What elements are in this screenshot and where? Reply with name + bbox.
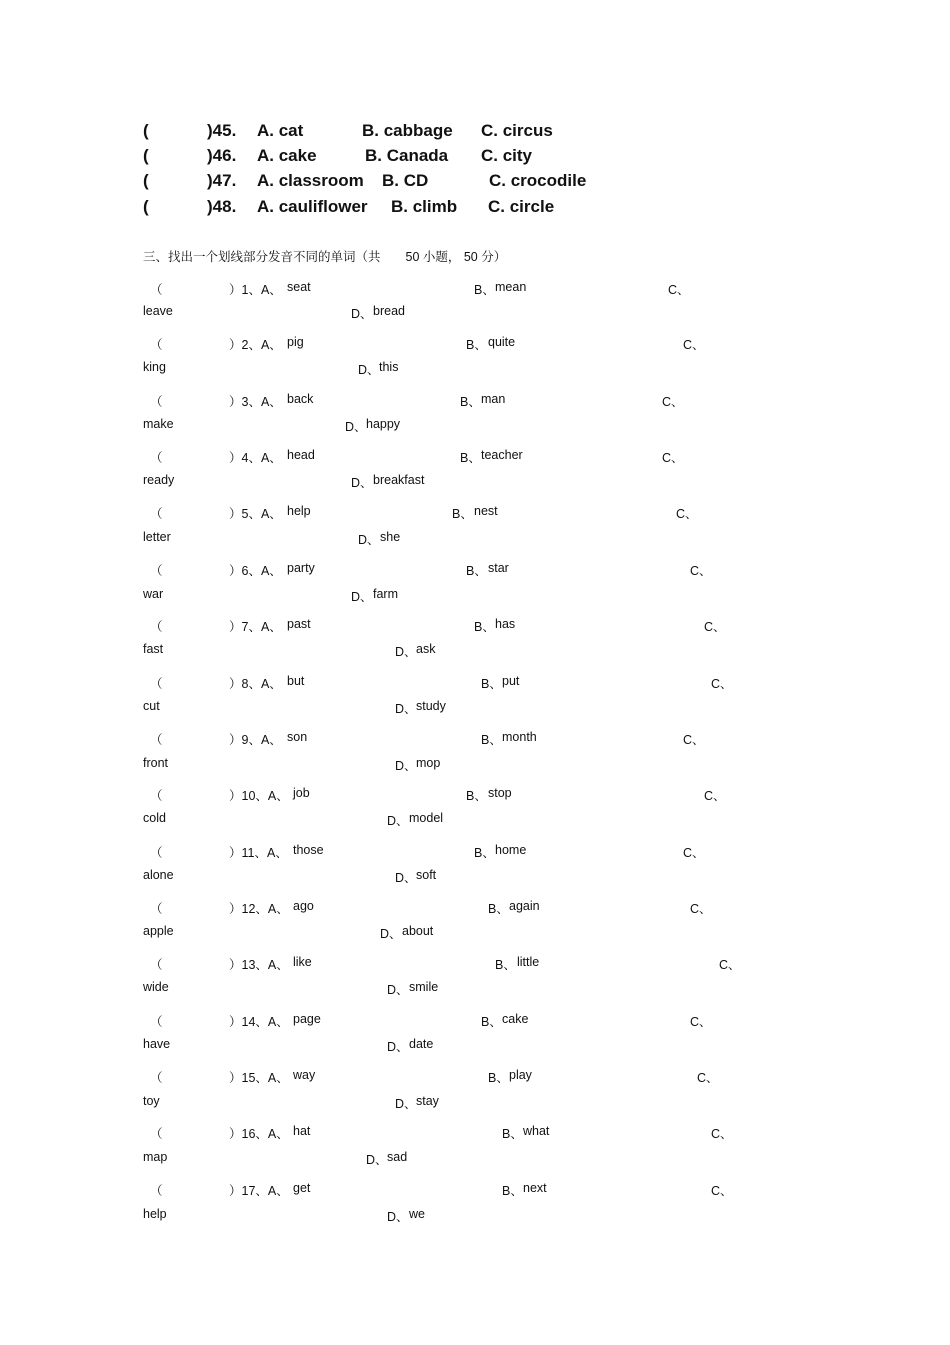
question-number: ）12、A、 bbox=[229, 902, 289, 916]
option-d: we bbox=[409, 1207, 425, 1221]
option-a: head bbox=[287, 448, 315, 462]
answer-paren: ( bbox=[143, 121, 149, 140]
option-d: happy bbox=[366, 417, 401, 431]
option-a: son bbox=[287, 730, 308, 744]
option-c: wide bbox=[143, 980, 169, 994]
option-b-label: B、 bbox=[466, 338, 487, 352]
option-d-label: D、 bbox=[387, 983, 409, 997]
option-c: cut bbox=[143, 699, 160, 713]
answer-paren: （ bbox=[150, 507, 163, 521]
option-d-label: D、 bbox=[380, 927, 402, 941]
question-number: ）15、A、 bbox=[229, 1071, 289, 1085]
option-c-label: C、 bbox=[704, 620, 726, 634]
option-a: back bbox=[287, 392, 314, 406]
option-a: A. cat bbox=[257, 121, 304, 140]
option-b: put bbox=[502, 674, 520, 688]
option-c: have bbox=[143, 1037, 171, 1051]
option-b: stop bbox=[488, 786, 512, 800]
option-b-label: B、 bbox=[452, 507, 473, 521]
answer-paren: （ bbox=[150, 1015, 163, 1029]
option-d: farm bbox=[373, 587, 398, 601]
question-number: ）7、A、 bbox=[229, 620, 282, 634]
option-a: A. cauliflower bbox=[257, 197, 368, 216]
option-a: ago bbox=[293, 899, 314, 913]
option-d-label: D、 bbox=[345, 420, 367, 434]
answer-paren: （ bbox=[150, 564, 163, 578]
option-c-label: C、 bbox=[676, 507, 698, 521]
option-c-label: C、 bbox=[662, 395, 684, 409]
question-number: ）14、A、 bbox=[229, 1015, 289, 1029]
answer-paren: （ bbox=[150, 789, 163, 803]
option-d-label: D、 bbox=[387, 1210, 409, 1224]
option-b: next bbox=[523, 1181, 547, 1195]
option-d: stay bbox=[416, 1094, 439, 1108]
option-d-label: D、 bbox=[351, 590, 373, 604]
answer-paren: （ bbox=[150, 902, 163, 916]
option-b-label: B、 bbox=[474, 620, 495, 634]
option-d-label: D、 bbox=[395, 759, 417, 773]
option-d: she bbox=[380, 530, 401, 544]
option-c: leave bbox=[143, 304, 173, 318]
option-c: alone bbox=[143, 868, 174, 882]
option-b-label: B、 bbox=[481, 733, 502, 747]
option-c: letter bbox=[143, 530, 171, 544]
answer-paren: （ bbox=[150, 1184, 163, 1198]
option-c: ready bbox=[143, 473, 175, 487]
option-b: quite bbox=[488, 335, 516, 349]
option-b-label: B、 bbox=[502, 1184, 523, 1198]
option-c-label: C、 bbox=[683, 338, 705, 352]
option-b-label: B、 bbox=[474, 846, 495, 860]
option-b: month bbox=[502, 730, 537, 744]
option-b: little bbox=[517, 955, 540, 969]
option-b-label: B、 bbox=[502, 1127, 523, 1141]
answer-paren: ( bbox=[143, 197, 149, 216]
option-d: soft bbox=[416, 868, 437, 882]
option-d: breakfast bbox=[373, 473, 425, 487]
question-number: ）2、A、 bbox=[229, 338, 282, 352]
question-number: ）1、A、 bbox=[229, 283, 282, 297]
answer-paren: （ bbox=[150, 451, 163, 465]
option-b: man bbox=[481, 392, 506, 406]
answer-paren: （ bbox=[150, 733, 163, 747]
option-d: date bbox=[409, 1037, 434, 1051]
option-c: C. circus bbox=[481, 121, 553, 140]
option-d: sad bbox=[387, 1150, 408, 1164]
option-d-label: D、 bbox=[351, 307, 373, 321]
question-number: ）10、A、 bbox=[229, 789, 289, 803]
option-b: B. Canada bbox=[365, 146, 449, 165]
answer-paren: （ bbox=[150, 620, 163, 634]
option-a: get bbox=[293, 1181, 311, 1195]
answer-paren: （ bbox=[150, 1127, 163, 1141]
option-d: smile bbox=[409, 980, 439, 994]
option-d-label: D、 bbox=[366, 1153, 388, 1167]
option-b-label: B、 bbox=[460, 451, 481, 465]
answer-paren: （ bbox=[150, 1071, 163, 1085]
option-c: fast bbox=[143, 642, 164, 656]
question-number: ）16、A、 bbox=[229, 1127, 289, 1141]
option-b: has bbox=[495, 617, 516, 631]
question-number: ）17、A、 bbox=[229, 1184, 289, 1198]
option-c-label: C、 bbox=[690, 1015, 712, 1029]
question-number: )45. bbox=[207, 121, 237, 140]
option-c: cold bbox=[143, 811, 166, 825]
option-c: king bbox=[143, 360, 166, 374]
option-a: hat bbox=[293, 1124, 311, 1138]
option-a: party bbox=[287, 561, 315, 575]
option-c-label: C、 bbox=[690, 902, 712, 916]
option-b-label: B、 bbox=[474, 283, 495, 297]
option-c-label: C、 bbox=[704, 789, 726, 803]
option-a: way bbox=[293, 1068, 316, 1082]
answer-paren: （ bbox=[150, 846, 163, 860]
question-number: )47. bbox=[207, 171, 237, 190]
answer-paren: （ bbox=[150, 395, 163, 409]
option-b: B. CD bbox=[382, 171, 429, 190]
question-number: ）4、A、 bbox=[229, 451, 282, 465]
option-d-label: D、 bbox=[395, 645, 417, 659]
option-c-label: C、 bbox=[697, 1071, 719, 1085]
question-number: )46. bbox=[207, 146, 237, 165]
option-a: but bbox=[287, 674, 305, 688]
option-b-label: B、 bbox=[481, 1015, 502, 1029]
option-c-label: C、 bbox=[711, 1127, 733, 1141]
section-title: 三、找出一个划线部分发音不同的单词（共 50 小题， 50 分） bbox=[143, 250, 507, 264]
option-b: again bbox=[509, 899, 540, 913]
option-c-label: C、 bbox=[711, 677, 733, 691]
option-c-label: C、 bbox=[690, 564, 712, 578]
option-d-label: D、 bbox=[358, 533, 380, 547]
option-a: pig bbox=[287, 335, 304, 349]
option-b: B. climb bbox=[391, 197, 458, 216]
option-c: apple bbox=[143, 924, 174, 938]
option-c-label: C、 bbox=[683, 733, 705, 747]
option-a: A. cake bbox=[257, 146, 317, 165]
option-c-label: C、 bbox=[683, 846, 705, 860]
option-c: help bbox=[143, 1207, 167, 1221]
option-a: help bbox=[287, 504, 311, 518]
option-c: C. crocodile bbox=[489, 171, 587, 190]
option-b-label: B、 bbox=[488, 902, 509, 916]
option-c: front bbox=[143, 756, 169, 770]
option-b: teacher bbox=[481, 448, 523, 462]
option-a: like bbox=[293, 955, 312, 969]
option-d-label: D、 bbox=[358, 363, 380, 377]
option-c: C. circle bbox=[488, 197, 555, 216]
answer-paren: ( bbox=[143, 146, 149, 165]
option-d-label: D、 bbox=[387, 814, 409, 828]
option-b: nest bbox=[474, 504, 498, 518]
question-number: ）3、A、 bbox=[229, 395, 282, 409]
option-b-label: B、 bbox=[466, 789, 487, 803]
option-d: mop bbox=[416, 756, 441, 770]
option-b-label: B、 bbox=[466, 564, 487, 578]
question-number: ）8、A、 bbox=[229, 677, 282, 691]
option-c-label: C、 bbox=[719, 958, 741, 972]
option-a: A. classroom bbox=[257, 171, 364, 190]
option-b: home bbox=[495, 843, 527, 857]
answer-paren: （ bbox=[150, 338, 163, 352]
option-d-label: D、 bbox=[395, 1097, 417, 1111]
option-c: war bbox=[143, 587, 164, 601]
option-b-label: B、 bbox=[495, 958, 516, 972]
option-c: map bbox=[143, 1150, 168, 1164]
option-a: seat bbox=[287, 280, 311, 294]
option-d-label: D、 bbox=[387, 1040, 409, 1054]
question-number: ）5、A、 bbox=[229, 507, 282, 521]
option-a: past bbox=[287, 617, 311, 631]
option-d-label: D、 bbox=[395, 702, 417, 716]
option-b-label: B、 bbox=[460, 395, 481, 409]
option-d: bread bbox=[373, 304, 405, 318]
option-d-label: D、 bbox=[351, 476, 373, 490]
answer-paren: （ bbox=[150, 283, 163, 297]
option-d-label: D、 bbox=[395, 871, 417, 885]
option-a: page bbox=[293, 1012, 321, 1026]
question-number: ）13、A、 bbox=[229, 958, 289, 972]
question-number: )48. bbox=[207, 197, 237, 216]
option-b: star bbox=[488, 561, 509, 575]
answer-paren: （ bbox=[150, 677, 163, 691]
option-c: toy bbox=[143, 1094, 160, 1108]
option-d: ask bbox=[416, 642, 436, 656]
option-b-label: B、 bbox=[488, 1071, 509, 1085]
option-c-label: C、 bbox=[662, 451, 684, 465]
option-d: this bbox=[379, 360, 399, 374]
option-b: play bbox=[509, 1068, 532, 1082]
answer-paren: （ bbox=[150, 958, 163, 972]
option-a: job bbox=[293, 786, 310, 800]
option-d: study bbox=[416, 699, 446, 713]
option-b-label: B、 bbox=[481, 677, 502, 691]
option-c: C. city bbox=[481, 146, 533, 165]
option-c-label: C、 bbox=[711, 1184, 733, 1198]
option-b: cake bbox=[502, 1012, 529, 1026]
option-d: model bbox=[409, 811, 444, 825]
option-c: make bbox=[143, 417, 174, 431]
answer-paren: ( bbox=[143, 171, 149, 190]
question-number: ）9、A、 bbox=[229, 733, 282, 747]
option-d: about bbox=[402, 924, 434, 938]
question-number: ）6、A、 bbox=[229, 564, 282, 578]
option-b: what bbox=[523, 1124, 550, 1138]
option-a: those bbox=[293, 843, 324, 857]
option-b: B. cabbage bbox=[362, 121, 453, 140]
option-b: mean bbox=[495, 280, 527, 294]
question-number: ）11、A、 bbox=[229, 846, 288, 860]
option-c-label: C、 bbox=[668, 283, 690, 297]
